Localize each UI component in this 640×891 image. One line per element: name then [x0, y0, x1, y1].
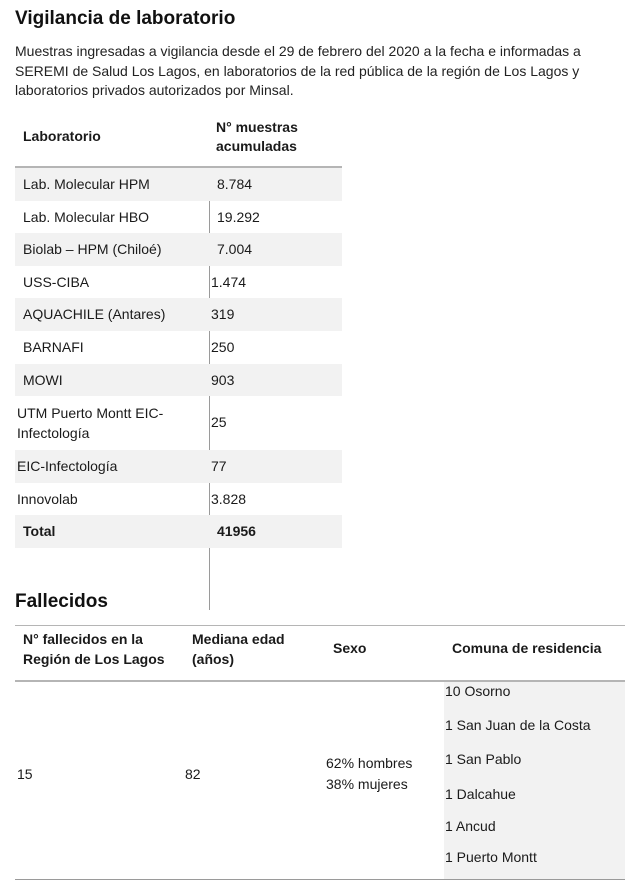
commune-item: 1 Ancud: [445, 818, 496, 834]
sex-women: 38% mujeres: [326, 776, 408, 792]
total-value: 41956: [217, 523, 256, 540]
lab-samples: 319: [211, 306, 235, 323]
table-row: [15, 483, 342, 516]
lab-samples: 77: [211, 458, 227, 475]
table-row: [15, 298, 342, 331]
lab-samples-table: [15, 111, 342, 548]
lab-name: Lab. Molecular HPM: [23, 176, 150, 192]
table-row: [15, 331, 342, 364]
header-muestras: N° muestras acumuladas: [216, 119, 298, 154]
lab-samples: 250: [211, 338, 235, 355]
lab-name: EIC-Infectología: [17, 458, 118, 475]
lab-samples: 7.004: [217, 241, 253, 258]
lab-intro-text: Muestras ingresadas a vigilancia desde el 29 de febrero del 2020 a la fecha e informadas a SEREMI de Salud Los Lagos, en laboratorios de la red pública de la región de Los Lagos y laboratorios privados autorizados por Minsal.: [15, 43, 581, 98]
commune-item: 1 San Pablo: [445, 751, 522, 767]
table-row: [15, 450, 342, 483]
median-age: 82: [185, 766, 201, 782]
sex-men: 62% hombres: [326, 755, 413, 771]
total-label: Total: [23, 523, 56, 540]
table-row: [15, 266, 342, 299]
table-row: [15, 364, 342, 397]
header-laboratorio: Laboratorio: [23, 128, 101, 144]
lab-samples: 8.784: [217, 176, 253, 192]
table-row: [15, 201, 342, 234]
header-comuna: Comuna de residencia: [452, 640, 602, 656]
header-fallecidos: N° fallecidos en la Región de Los Lagos: [23, 631, 165, 667]
table-total-row: [15, 515, 342, 548]
lab-name: Biolab – HPM (Chiloé): [23, 241, 162, 258]
commune-item: 1 Dalcahue: [445, 786, 516, 802]
lab-name: Innovolab: [17, 490, 78, 507]
lab-samples: 903: [211, 371, 235, 388]
table-row: [15, 396, 342, 450]
lab-name: Lab. Molecular HBO: [23, 208, 150, 225]
table-row: [15, 168, 342, 201]
lab-samples: 19.292: [217, 208, 260, 225]
commune-item: 1 San Juan de la Costa: [445, 717, 591, 733]
lab-name: BARNAFI: [23, 338, 84, 355]
deaths-section-title: Fallecidos: [15, 591, 108, 612]
lab-samples: 1.474: [211, 273, 247, 290]
deaths-count: 15: [17, 766, 33, 782]
deaths-table-header: [15, 625, 625, 682]
commune-item: 1 Puerto Montt: [445, 849, 537, 865]
table-bottom-border: [15, 879, 625, 880]
lab-name: MOWI: [23, 371, 63, 388]
lab-name: UTM Puerto Montt EIC-Infectología: [17, 405, 164, 442]
lab-table-header: [15, 111, 342, 168]
lab-name: USS-CIBA: [23, 273, 90, 290]
table-row: [15, 233, 342, 266]
commune-item: 10 Osorno: [445, 683, 511, 699]
lab-samples: 3.828: [211, 490, 247, 507]
deaths-table-body: [15, 682, 625, 879]
lab-section-title: Vigilancia de laboratorio: [15, 8, 236, 29]
header-mediana-edad: Mediana edad (años): [192, 631, 285, 667]
lab-samples: 25: [211, 414, 227, 431]
header-sexo: Sexo: [333, 640, 367, 656]
lab-name: AQUACHILE (Antares): [23, 306, 166, 323]
